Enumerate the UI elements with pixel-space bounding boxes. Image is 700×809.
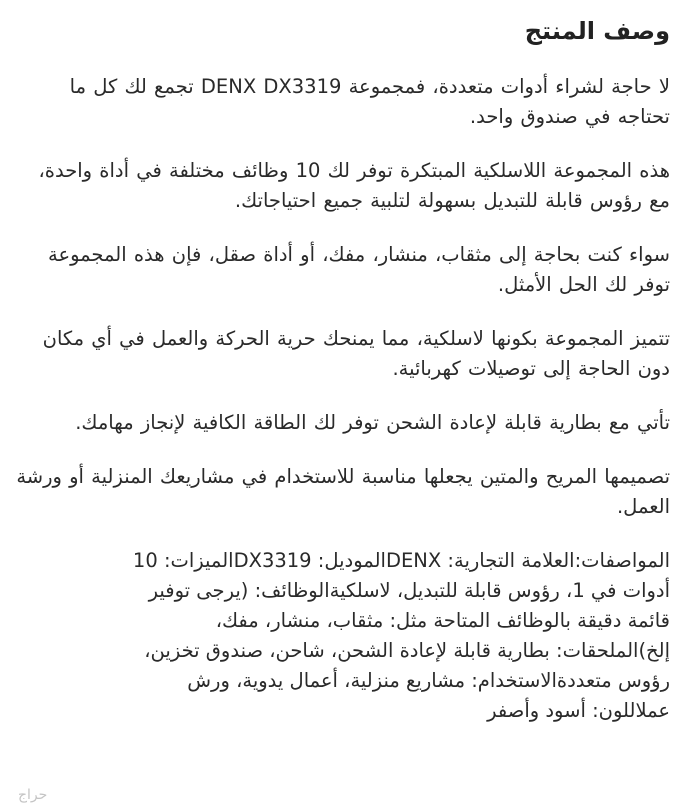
section-title: وصف المنتج — [524, 17, 670, 45]
specs-line-4: إلخ)الملحقات: بطارية قابلة لإعادة الشحن، شاحن، صندوق تخزين، — [144, 639, 670, 662]
site-watermark-logo: حراج — [18, 787, 48, 803]
specs-line-1: المواصفات:العلامة التجارية: DENXالموديل: DX3319الميزات: 10 — [132, 549, 670, 572]
description-paragraph-6: تصميمها المريح والمتين يجعلها مناسبة للاستخدام في مشاريعك المنزلية أو ورشة العمل. — [16, 465, 670, 518]
specs-line-2: أدوات في 1، رؤوس قابلة للتبديل، لاسلكيةالوظائف: (يرجى توفير — [148, 579, 670, 602]
description-paragraph-5: تأتي مع بطارية قابلة لإعادة الشحن توفر لك الطاقة الكافية لإنجاز مهامك. — [75, 411, 670, 434]
specs-line-5: رؤوس متعددةالاستخدام: مشاريع منزلية، أعمال يدوية، ورش — [187, 669, 670, 692]
description-paragraph-2: هذه المجموعة اللاسلكية المبتكرة توفر لك 10 وظائف مختلفة في أداة واحدة، مع رؤوس قابلة للتبديل بسهولة لتلبية جميع احتياجاتك. — [38, 159, 670, 212]
specs-line-6: عملاللون: أسود وأصفر — [487, 699, 670, 722]
description-paragraph-1: لا حاجة لشراء أدوات متعددة، فمجموعة DENX DX3319 تجمع لك كل ما تحتاجه في صندوق واحد. — [69, 75, 670, 128]
specs-line-3: قائمة دقيقة بالوظائف المتاحة مثل: مثقاب، منشار، مفك، — [215, 609, 670, 632]
description-paragraph-3: سواء كنت بحاجة إلى مثقاب، منشار، مفك، أو أداة صقل، فإن هذه المجموعة توفر لك الحل الأمثل. — [47, 243, 670, 296]
specifications-block — [16, 546, 670, 726]
description-paragraph-4: تتميز المجموعة بكونها لاسلكية، مما يمنحك حرية الحركة والعمل في أي مكان دون الحاجة إلى توصيلات كهربائية. — [42, 327, 670, 380]
